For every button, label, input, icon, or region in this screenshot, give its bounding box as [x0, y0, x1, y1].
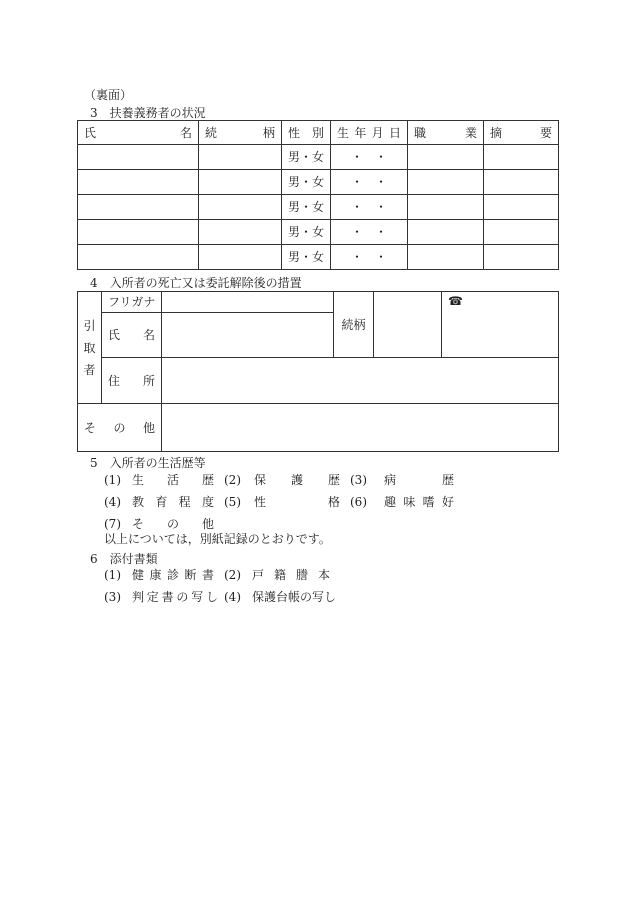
- other-field[interactable]: [162, 404, 559, 452]
- list-item-life-history: 生 活 歴: [132, 473, 214, 487]
- cell-relation[interactable]: [199, 145, 282, 170]
- receiver-name-label: 氏 名: [102, 313, 162, 358]
- cell-sex[interactable]: 男・女: [282, 220, 331, 245]
- item-number: (2): [224, 568, 241, 582]
- support-obligor-table: [77, 120, 559, 270]
- header-name: 氏 名: [78, 121, 199, 145]
- item-number: (1): [104, 473, 121, 487]
- list-item-medical-history: 病 歴: [384, 473, 454, 487]
- cell-occupation[interactable]: [408, 220, 484, 245]
- cell-occupation[interactable]: [408, 195, 484, 220]
- item-number: (3): [104, 590, 121, 604]
- item-number: (3): [350, 473, 367, 487]
- cell-remarks[interactable]: [484, 220, 559, 245]
- list-item-protection-history: 保 護 歴: [254, 473, 340, 487]
- section-4-title: 4 入所者の死亡又は委託解除後の措置: [90, 276, 302, 290]
- page-side-label: （裏面）: [84, 88, 133, 102]
- list-item-personality: 性 格: [254, 495, 340, 509]
- cell-birthdate[interactable]: ・ ・: [331, 245, 408, 270]
- cell-name[interactable]: [78, 220, 199, 245]
- receiver-name-field[interactable]: [162, 313, 334, 358]
- item-number: (4): [224, 590, 241, 604]
- list-item-judgment-copy: 判 定 書 の 写 し: [132, 590, 218, 604]
- header-occupation: 職 業: [408, 121, 484, 145]
- cell-occupation[interactable]: [408, 245, 484, 270]
- item-number: (2): [224, 473, 241, 487]
- cell-sex[interactable]: 男・女: [282, 245, 331, 270]
- receiver-label: 引 取 者: [78, 292, 102, 404]
- cell-occupation[interactable]: [408, 170, 484, 195]
- cell-name[interactable]: [78, 145, 199, 170]
- life-history-list: [104, 469, 464, 535]
- cell-relation[interactable]: [199, 195, 282, 220]
- section-5-title: 5 入所者の生活歴等: [90, 456, 206, 470]
- list-item-other: そ の 他: [132, 517, 214, 531]
- header-sex: 性 別: [282, 121, 331, 145]
- section-5-note: 以上については，別紙記録のとおりです。: [104, 532, 331, 546]
- cell-name[interactable]: [78, 170, 199, 195]
- item-number: (1): [104, 568, 121, 582]
- cell-relation[interactable]: [199, 220, 282, 245]
- header-remarks: 摘 要: [484, 121, 559, 145]
- cell-birthdate[interactable]: ・ ・: [331, 220, 408, 245]
- list-item-education: 教 育 程 度: [132, 495, 214, 509]
- item-number: (6): [350, 495, 367, 509]
- address-field[interactable]: [162, 358, 559, 404]
- furigana-label: フリガナ: [102, 292, 162, 313]
- cell-relation[interactable]: [199, 245, 282, 270]
- attachments-list: [104, 564, 364, 608]
- phone-field[interactable]: [442, 292, 559, 358]
- cell-birthdate[interactable]: ・ ・: [331, 145, 408, 170]
- table-row: [78, 220, 559, 245]
- table-row: [78, 170, 559, 195]
- relationship-label: 続柄: [334, 292, 374, 358]
- item-number: (5): [224, 495, 241, 509]
- header-birthdate: 生 年 月 日: [331, 121, 408, 145]
- table-row: [78, 195, 559, 220]
- item-number: (4): [104, 495, 121, 509]
- section-3-title: 3 扶養義務者の状況: [90, 106, 206, 120]
- header-relation: 続 柄: [199, 121, 282, 145]
- list-item-family-register: 戸 籍 謄 本: [252, 568, 330, 582]
- list-item-ledger-copy: 保護台帳の写し: [252, 590, 337, 604]
- cell-remarks[interactable]: [484, 245, 559, 270]
- table-header-row: [78, 121, 559, 145]
- list-item-hobbies: 趣 味 嗜 好: [384, 495, 454, 509]
- cell-birthdate[interactable]: ・ ・: [331, 170, 408, 195]
- furigana-field[interactable]: [162, 292, 334, 313]
- cell-relation[interactable]: [199, 170, 282, 195]
- list-item-health-certificate: 健 康 診 断 書: [132, 568, 214, 582]
- cell-sex[interactable]: 男・女: [282, 170, 331, 195]
- cell-occupation[interactable]: [408, 145, 484, 170]
- table-row: [78, 245, 559, 270]
- telephone-icon: ☎: [448, 294, 463, 308]
- receiver-table: [77, 291, 559, 452]
- cell-remarks[interactable]: [484, 170, 559, 195]
- cell-birthdate[interactable]: ・ ・: [331, 195, 408, 220]
- item-number: (7): [104, 517, 121, 531]
- relationship-field[interactable]: [374, 292, 442, 358]
- cell-sex[interactable]: 男・女: [282, 195, 331, 220]
- cell-name[interactable]: [78, 195, 199, 220]
- section-6-title: 6 添付書類: [90, 552, 158, 566]
- cell-sex[interactable]: 男・女: [282, 145, 331, 170]
- cell-remarks[interactable]: [484, 195, 559, 220]
- cell-remarks[interactable]: [484, 145, 559, 170]
- address-label: 住 所: [102, 358, 162, 404]
- cell-name[interactable]: [78, 245, 199, 270]
- table-row: [78, 145, 559, 170]
- other-label: そ の 他: [78, 404, 162, 452]
